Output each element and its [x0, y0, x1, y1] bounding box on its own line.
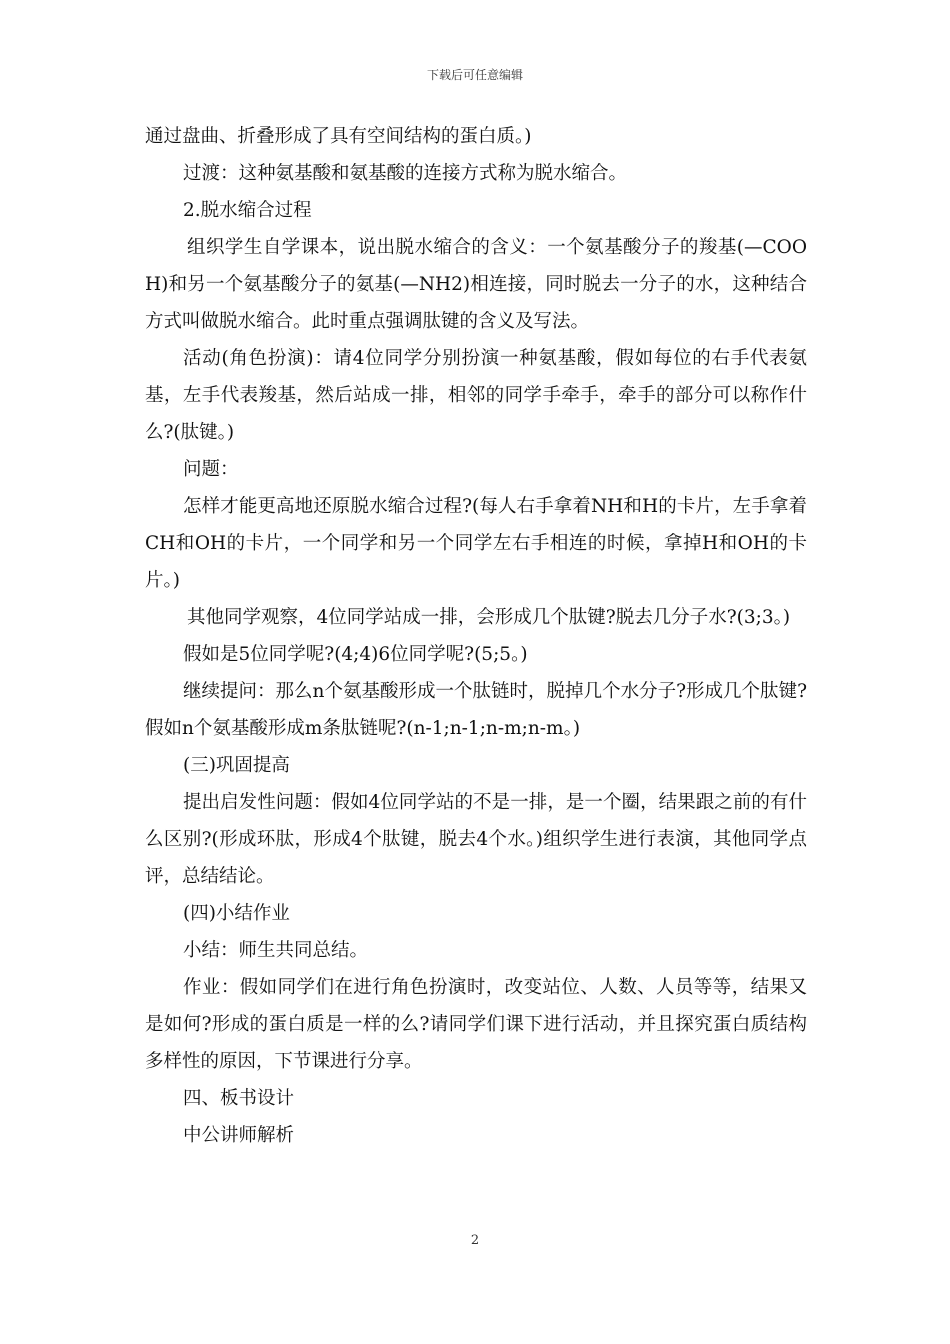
page-header: 下载后可任意编辑 [426, 68, 523, 82]
paragraph: 假如是5位同学呢?(4;4)6位同学呢?(5;5。) [183, 644, 528, 665]
paragraph: 过渡：这种氨基酸和氨基酸的连接方式称为脱水缩合。 [183, 163, 628, 184]
paragraph: 小结：师生共同总结。 [183, 940, 369, 961]
paragraph: 作业：假如同学们在进行角色扮演时，改变站位、人数、人员等等，结果又是如何?形成的蛋白质是一样的么?请同学们课下进行活动，并且探究蛋白质结构多样性的原因，下节课进行分享。 [145, 977, 807, 1072]
section-heading: (四)小结作业 [183, 903, 290, 924]
paragraph: 继续提问：那么n个氨基酸形成一个肽链时，脱掉几个水分子?形成几个肽键?假如n个氨基酸形成m条肽链呢?(n-1;n-1;n-m;n-m。) [145, 681, 807, 739]
paragraph: 问题： [183, 459, 239, 480]
paragraph: 活动(角色扮演)：请4位同学分别扮演一种氨基酸，假如每位的右手代表氨基，左手代表羧基，然后站成一排，相邻的同学手牵手，牵手的部分可以称作什么?(肽键。) [145, 348, 807, 443]
section-heading: (三)巩固提高 [183, 755, 290, 776]
paragraph: 其他同学观察，4位同学站成一排，会形成几个肽键?脱去几分子水?(3;3。) [187, 607, 791, 628]
page-number: 2 [470, 1233, 480, 1248]
paragraph: 通过盘曲、折叠形成了具有空间结构的蛋白质。) [145, 126, 532, 147]
section-heading: 2.脱水缩合过程 [183, 200, 312, 221]
paragraph: 提出启发性问题：假如4位同学站的不是一排，是一个圈，结果跟之前的有什么区别?(形成环肽，形成4个肽键，脱去4个水。)组织学生进行表演，其他同学点评，总结结论。 [145, 792, 807, 887]
section-heading: 四、板书设计 [183, 1088, 295, 1109]
paragraph: 中公讲师解析 [183, 1125, 295, 1146]
paragraph: 组织学生自学课本，说出脱水缩合的含义：一个氨基酸分子的羧基(—COOH)和另一个氨基酸分子的氨基(—NH2)相连接，同时脱去一分子的水，这种结合方式叫做脱水缩合。此时重点强调肽键的含义及写法。 [145, 237, 807, 332]
paragraph: 怎样才能更高地还原脱水缩合过程?(每人右手拿着NH和H的卡片，左手拿着CH和OH的卡片，一个同学和另一个同学左右手相连的时候，拿掉H和OH的卡片。) [145, 496, 807, 591]
document-body [145, 118, 807, 1154]
